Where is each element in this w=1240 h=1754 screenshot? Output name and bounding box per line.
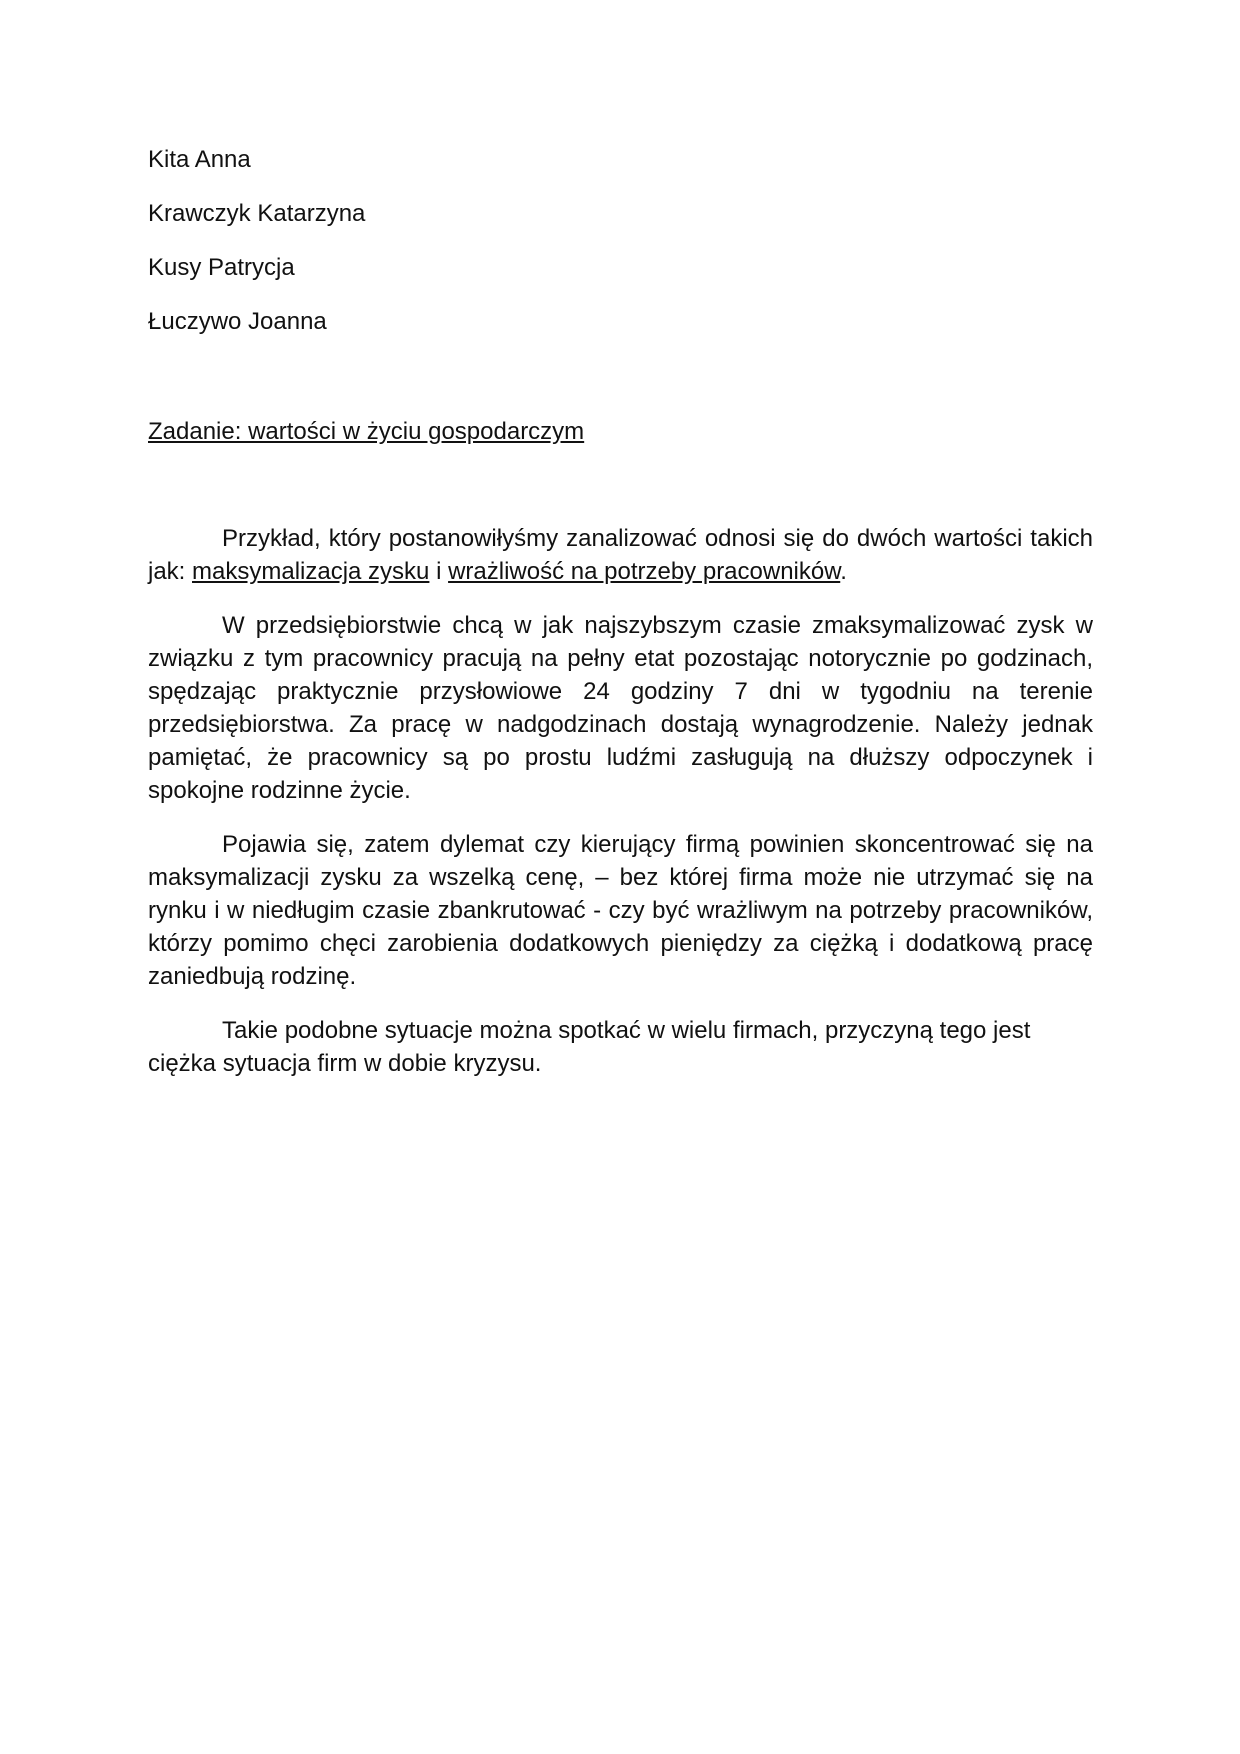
- value-employee-sensitivity: wrażliwość na potrzeby pracowników: [448, 558, 841, 585]
- assignment-title: Zadanie: wartości w życiu gospodarczym: [148, 418, 585, 445]
- author-name: Kusy Patrycja: [148, 254, 295, 281]
- author-name: Kita Anna: [148, 146, 251, 173]
- paragraph-intro-text: Przykład, który postanowiłyśmy zanalizować odnosi się do dwóch wartości takich jak:: [148, 525, 1093, 585]
- author-name: Łuczywo Joanna: [148, 308, 327, 335]
- document-body: [148, 522, 1093, 1101]
- paragraph-dilemma: Pojawia się, zatem dylemat czy kierujący firmą powinien skoncentrować się na maksymalizacji zysku za wszelką cenę, – bez której firma może nie utrzymać się na rynku i w niedługim czasie zbankrutować - czy być wrażliwym na potrzeby pracowników, którzy pomimo chęci zarobienia dodatkowych pieniędzy za ciężką i dodatkową pracę zaniedbują rodzinę.: [148, 831, 1093, 990]
- paragraph-intro-end: .: [840, 558, 847, 585]
- paragraph-situation: W przedsiębiorstwie chcą w jak najszybszym czasie zmaksymalizować zysk w związku z tym pracownicy pracują na pełny etat pozostając notorycznie po godzinach, spędzając praktycznie przysłowiowe 24 godziny 7 dni w tygodniu na terenie przedsiębiorstwa. Za pracę w nadgodzinach dostają wynagrodzenie. Należy jednak pamiętać, że pracownicy są po prostu ludźmi zasługują na dłuższy odpoczynek i spokojne rodzinne życie.: [148, 612, 1093, 804]
- value-profit-maximization: maksymalizacja zysku: [192, 558, 430, 585]
- conjunction: i: [429, 558, 449, 585]
- author-list: [148, 146, 365, 362]
- author-name: Krawczyk Katarzyna: [148, 200, 366, 227]
- paragraph-conclusion: Takie podobne sytuacje można spotkać w wielu firmach, przyczyną tego jest ciężka sytuacja firm w dobie kryzysu.: [148, 1017, 1031, 1077]
- paragraph-intro: [148, 522, 1093, 588]
